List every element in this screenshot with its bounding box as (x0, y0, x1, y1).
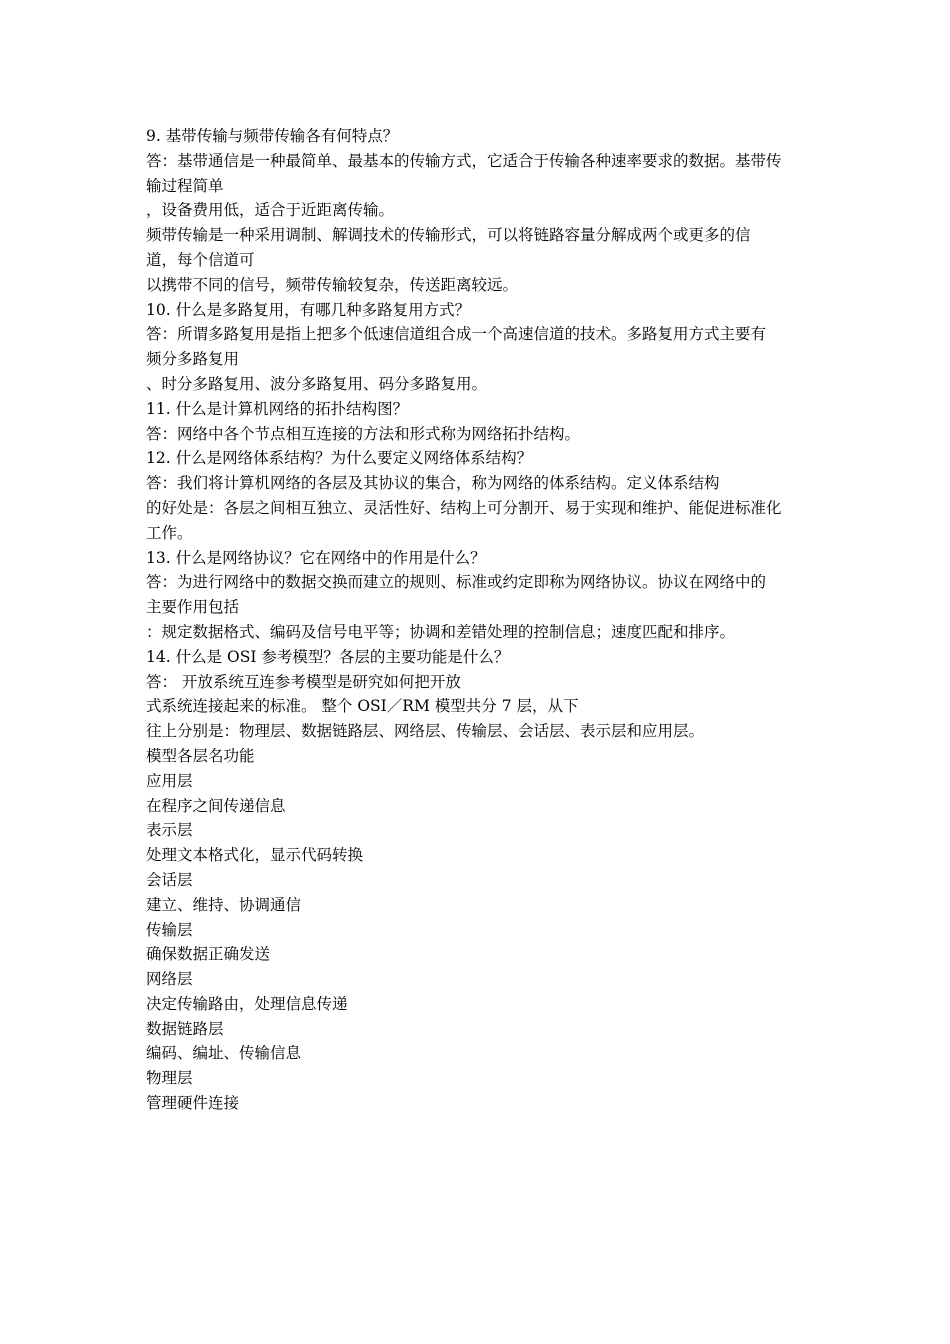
layer-name-data-link: 数据链路层 (146, 1019, 224, 1038)
layer-function-session: 建立、维持、协调通信 (146, 895, 302, 914)
layer-name-session: 会话层 (146, 870, 193, 889)
layer-function-presentation: 处理文本格式化，显示代码转换 (146, 846, 364, 865)
answer-10-line-2: 频分多路复用 (146, 350, 240, 369)
answer-9-line-4: 频带传输是一种采用调制、解调技术的传输形式，可以将链路容量分解成两个或更多的信 (146, 226, 751, 245)
answer-12-line-3: 工作。 (146, 523, 193, 542)
question-13: 13. 什么是网络协议？它在网络中的作用是什么？ (146, 548, 486, 567)
question-14: 14. 什么是 OSI 参考模型？各层的主要功能是什么？ (146, 647, 510, 666)
question-12: 12. 什么是网络体系结构？为什么要定义网络体系结构？ (146, 449, 533, 468)
answer-12-line-1: 答：我们将计算机网络的各层及其协议的集合，称为网络的体系结构。定义体系结构 (146, 474, 720, 493)
layer-name-transport: 传输层 (146, 920, 193, 939)
layer-function-physical: 管理硬件连接 (146, 1094, 240, 1113)
layer-name-application: 应用层 (146, 771, 193, 790)
answer-14-line-2: 式系统连接起来的标准。 整个 OSI／RM 模型共分 7 层，从下 (146, 697, 579, 716)
answer-10-line-1: 答：所谓多路复用是指上把多个低速信道组合成一个高速信道的技术。多路复用方式主要有 (146, 325, 767, 344)
layer-table-header: 模型各层名功能 (146, 746, 255, 765)
answer-13-line-3: ：规定数据格式、编码及信号电平等；协调和差错处理的控制信息；速度匹配和排序。 (146, 622, 736, 641)
document-body (146, 124, 812, 1116)
answer-9-line-5: 道，每个信道可 (146, 250, 255, 269)
question-9: 9. 基带传输与频带传输各有何特点？ (146, 127, 399, 145)
answer-14-line-3: 往上分别是：物理层、数据链路层、网络层、传输层、会话层、表示层和应用层。 (146, 722, 705, 741)
layer-name-presentation: 表示层 (146, 821, 193, 840)
answer-11: 答：网络中各个节点相互连接的方法和形式称为网络拓扑结构。 (146, 424, 581, 443)
answer-12-line-2: 的好处是：各层之间相互独立、灵活性好、结构上可分割开、易于实现和维护、能促进标准化 (146, 498, 782, 517)
question-11: 11. 什么是计算机网络的拓扑结构图？ (146, 399, 409, 418)
answer-9-line-6: 以携带不同的信号，频带传输较复杂，传送距离较远。 (146, 275, 519, 294)
answer-13-line-1: 答：为进行网络中的数据交换而建立的规则、标准或约定即称为网络协议。协议在网络中的 (146, 573, 767, 592)
answer-9-line-1: 答：基带通信是一种最简单、最基本的传输方式，它适合于传输各种速率要求的数据。基带传 (146, 151, 782, 170)
question-10: 10. 什么是多路复用，有哪几种多路复用方式？ (146, 300, 471, 319)
answer-13-line-2: 主要作用包括 (146, 598, 240, 617)
answer-10-line-3: 、时分多路复用、波分多路复用、码分多路复用。 (146, 374, 488, 393)
answer-9-line-2: 输过程简单 (146, 176, 224, 195)
layer-function-application: 在程序之间传递信息 (146, 796, 286, 815)
layer-function-network: 决定传输路由，处理信息传递 (146, 994, 348, 1013)
layer-name-network: 网络层 (146, 970, 193, 989)
layer-function-transport: 确保数据正确发送 (146, 945, 271, 964)
answer-9-line-3: ，设备费用低，适合于近距离传输。 (146, 201, 395, 220)
layer-function-data-link: 编码、编址、传输信息 (146, 1044, 302, 1063)
layer-name-physical: 物理层 (146, 1069, 193, 1088)
answer-14-line-1: 答： 开放系统互连参考模型是研究如何把开放 (146, 672, 461, 691)
